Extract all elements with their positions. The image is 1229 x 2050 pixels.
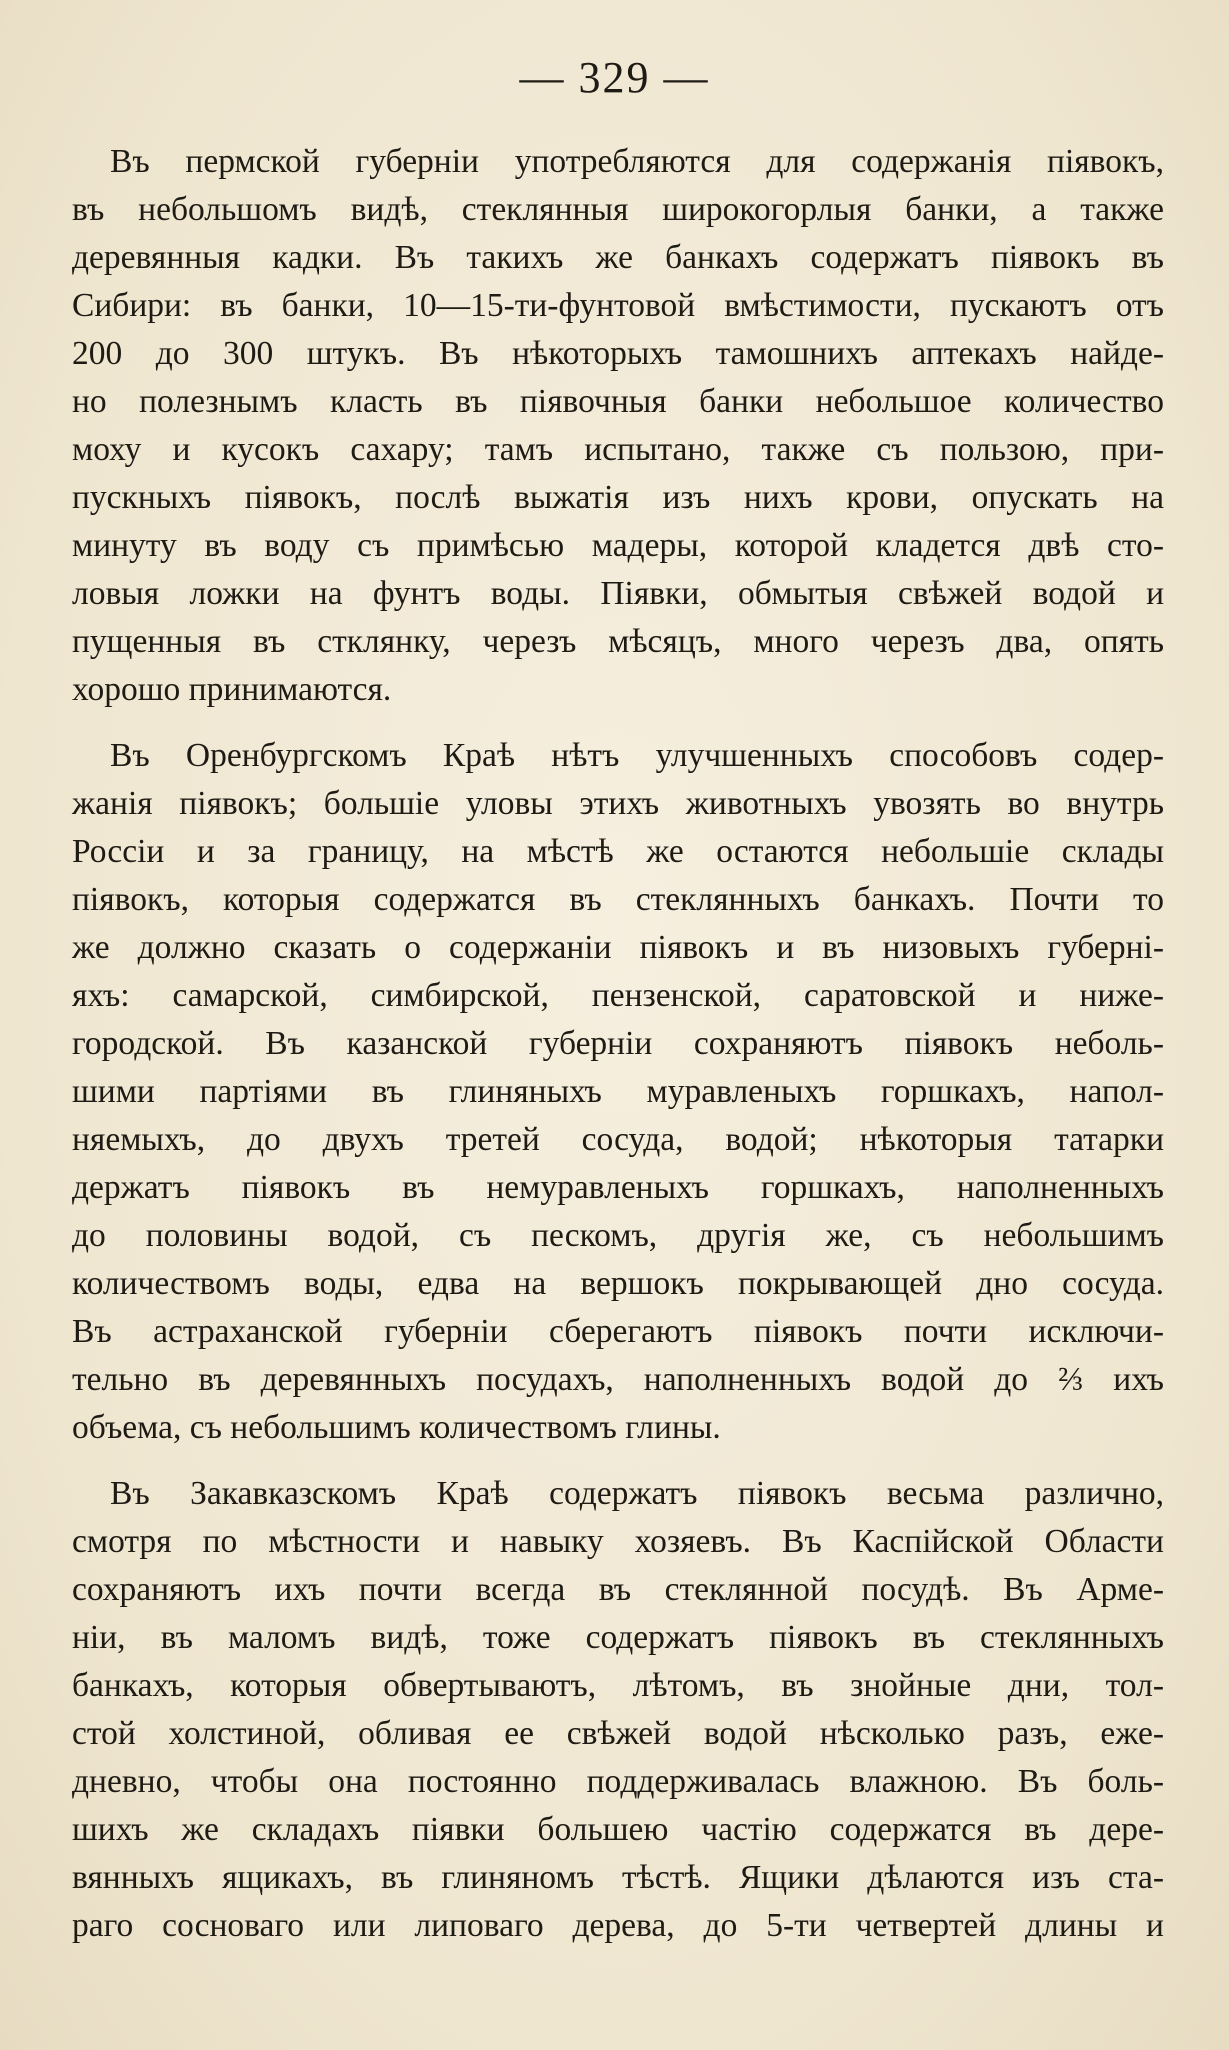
text-line: смотря по мѣстности и навыку хозяевъ. Въ Каспійской Области xyxy=(72,1523,1164,1560)
text-line: піявокъ, которыя содержатся въ стеклянныхъ банкахъ. Почти то xyxy=(72,881,1164,918)
text-line: банкахъ, которыя обвертываютъ, лѣтомъ, въ знойные дни, тол- xyxy=(72,1667,1164,1704)
paragraph-1 xyxy=(72,138,1164,714)
text-line: сохраняютъ ихъ почти всегда въ стеклянной посудѣ. Въ Арме- xyxy=(72,1571,1164,1608)
text-line: минуту въ воду съ примѣсью мадеры, которой кладется двѣ сто- xyxy=(72,527,1164,564)
text-line: пущенныя въ стклянку, черезъ мѣсяцъ, много черезъ два, опять xyxy=(72,623,1164,660)
text-line: хорошо принимаются. xyxy=(72,671,392,708)
text-line: количествомъ воды, едва на вершокъ покрывающей дно сосуда. xyxy=(72,1265,1164,1302)
text-line: моху и кусокъ сахару; тамъ испытано, также съ пользою, при- xyxy=(72,431,1164,468)
body-text xyxy=(72,138,1164,1950)
text-line: вянныхъ ящикахъ, въ глиняномъ тѣстѣ. Ящики дѣлаются изъ ста- xyxy=(72,1859,1164,1896)
text-line: ніи, въ маломъ видѣ, тоже содержатъ піявокъ въ стеклянныхъ xyxy=(72,1619,1164,1656)
text-line: ловыя ложки на фунтъ воды. Піявки, обмытыя свѣжей водой и xyxy=(72,575,1164,612)
text-line: шихъ же складахъ піявки большею частію содержатся въ дере- xyxy=(72,1811,1164,1848)
text-line: раго сосноваго или липоваго дерева, до 5-ти четвертей длины и xyxy=(72,1907,1164,1944)
text-line: деревянныя кадки. Въ такихъ же банкахъ содержатъ піявокъ въ xyxy=(72,239,1164,276)
text-line: дневно, чтобы она постоянно поддерживалась влажною. Въ боль- xyxy=(72,1763,1164,1800)
text-line: въ небольшомъ видѣ, стеклянныя широкогорлыя банки, а также xyxy=(72,191,1164,228)
text-line: 200 до 300 штукъ. Въ нѣкоторыхъ тамошнихъ аптекахъ найде- xyxy=(72,335,1164,372)
text-line: стой холстиной, обливая ее свѣжей водой нѣсколько разъ, еже- xyxy=(72,1715,1164,1752)
text-line: держатъ піявокъ въ немуравленыхъ горшкахъ, наполненныхъ xyxy=(72,1169,1164,1206)
text-line: Въ астраханской губерніи сберегаютъ піявокъ почти исключи- xyxy=(72,1313,1164,1350)
text-line: Въ пермской губерніи употребляются для содержанія піявокъ, xyxy=(110,143,1164,180)
text-line: Въ Оренбургскомъ Краѣ нѣтъ улучшенныхъ способовъ содер- xyxy=(110,737,1164,774)
text-line: но полезнымъ класть въ піявочныя банки небольшое количество xyxy=(72,383,1164,420)
text-line: Сибири: въ банки, 10—15-ти-фунтовой вмѣстимости, пускаютъ отъ xyxy=(72,287,1164,324)
text-line: тельно въ деревянныхъ посудахъ, наполненныхъ водой до ⅔ ихъ xyxy=(72,1361,1164,1398)
text-line: Россіи и за границу, на мѣстѣ же остаются небольшіе склады xyxy=(72,833,1164,870)
text-line: до половины водой, съ пескомъ, другія же, съ небольшимъ xyxy=(72,1217,1164,1254)
text-line: яхъ: самарской, симбирской, пензенской, саратовской и ниже- xyxy=(72,977,1164,1014)
page-number: — 329 — xyxy=(519,53,710,102)
text-line: городской. Въ казанской губерніи сохраняютъ піявокъ неболь- xyxy=(72,1025,1164,1062)
text-line: няемыхъ, до двухъ третей сосуда, водой; нѣкоторыя татарки xyxy=(72,1121,1164,1158)
text-line: пускныхъ піявокъ, послѣ выжатія изъ нихъ крови, опускать на xyxy=(72,479,1164,516)
text-line: шими партіями въ глиняныхъ муравленыхъ горшкахъ, напол- xyxy=(72,1073,1164,1110)
paragraph-2 xyxy=(72,732,1164,1452)
text-line: жанія піявокъ; большіе уловы этихъ животныхъ увозять во внутрь xyxy=(72,785,1164,822)
text-line: объема, съ небольшимъ количествомъ глины. xyxy=(72,1409,721,1446)
text-line: же должно сказать о содержаніи піявокъ и въ низовыхъ губерні- xyxy=(72,929,1164,966)
paragraph-3 xyxy=(72,1470,1164,1950)
text-line: Въ Закавказскомъ Краѣ содержатъ піявокъ весьма различно, xyxy=(110,1475,1164,1512)
